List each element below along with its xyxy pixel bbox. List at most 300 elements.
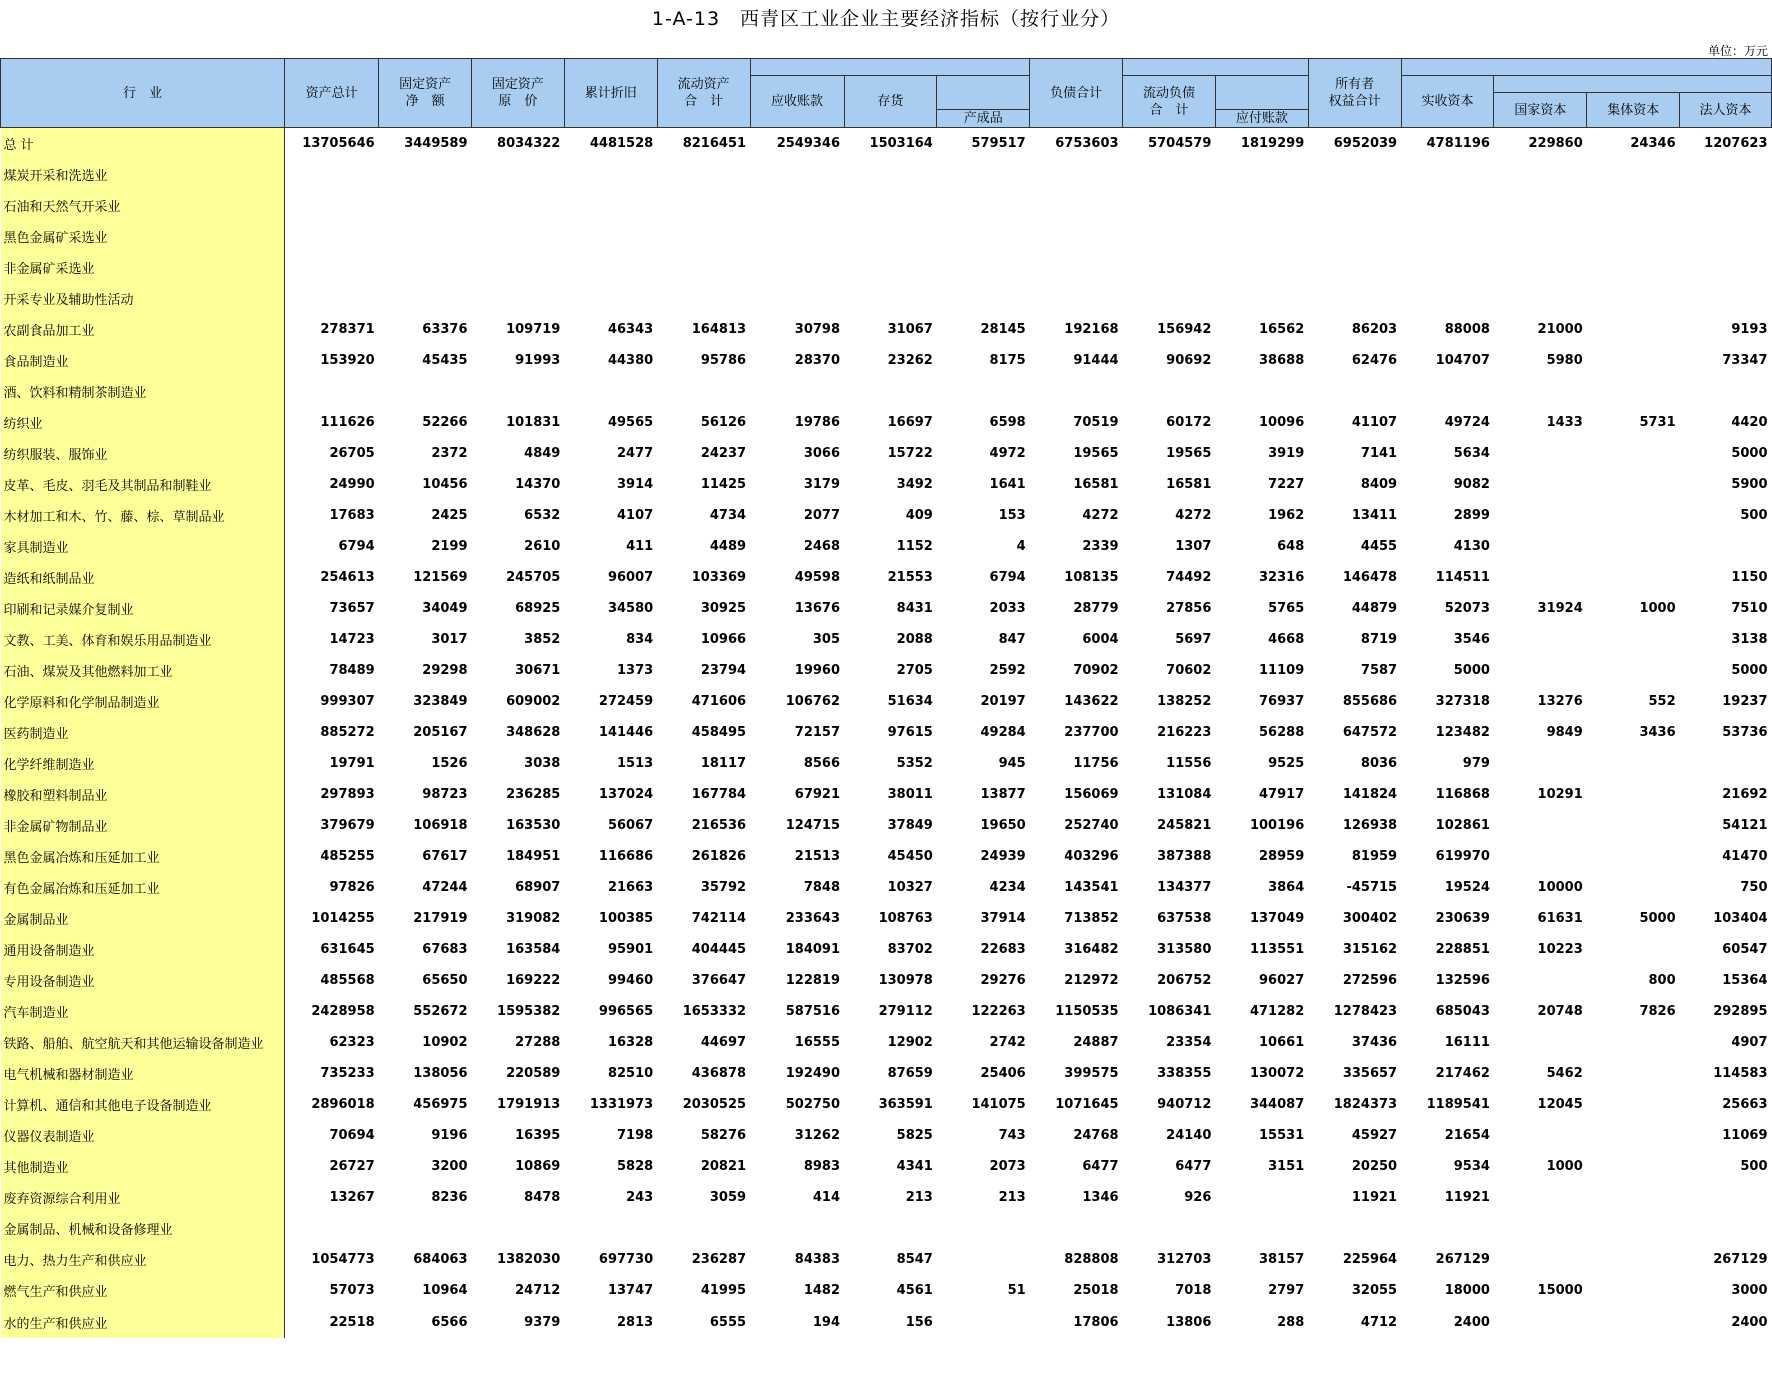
table-row (1, 965, 1772, 996)
value-cell: 108763 (878, 911, 933, 926)
value-cell: 19524 (1444, 880, 1490, 895)
value-cell (1494, 531, 1587, 562)
value-cell: 60547 (1722, 942, 1768, 957)
value-cell (472, 252, 565, 283)
value-cell: 45450 (887, 849, 933, 864)
value-cell: 11556 (1166, 756, 1212, 771)
value-cell (564, 159, 657, 190)
industry-name: 造纸和纸制品业 (1, 562, 285, 593)
industry-name: 水的生产和供应业 (1, 1306, 285, 1338)
value-cell (1587, 314, 1680, 345)
header-industry: 行 业 (1, 59, 285, 128)
value-cell: 1152 (896, 539, 933, 554)
value-cell: 15722 (887, 446, 933, 461)
table-row (1, 624, 1772, 655)
value-cell: 8478 (524, 1190, 561, 1205)
unit-label: 单位：万元 (1707, 44, 1768, 58)
value-cell: 458495 (691, 725, 747, 740)
value-cell: 2077 (803, 508, 841, 523)
value-cell: 4107 (617, 508, 654, 523)
table-row (1, 1151, 1772, 1182)
value-cell: 3066 (803, 446, 841, 461)
value-cell (1494, 1027, 1587, 1058)
header-blank-band (1401, 59, 1771, 76)
value-cell: 272596 (1342, 973, 1398, 988)
value-cell: 8175 (989, 353, 1026, 368)
value-cell: 485255 (320, 849, 375, 864)
value-cell (937, 283, 1030, 314)
value-cell: 141075 (971, 1097, 1026, 1112)
value-cell: 245821 (1157, 818, 1212, 833)
value-cell (1587, 655, 1680, 686)
value-cell: 131084 (1157, 787, 1212, 802)
table-row (1, 128, 1772, 160)
value-cell: 19786 (794, 415, 841, 430)
value-cell: 885272 (320, 725, 375, 740)
value-cell (472, 376, 565, 407)
value-cell: 21663 (607, 880, 654, 895)
value-cell: 403296 (1064, 849, 1119, 864)
value-cell: 5731 (1639, 415, 1676, 430)
value-cell: 344087 (1249, 1097, 1305, 1112)
table-row (1, 1027, 1772, 1058)
value-cell: 1791913 (497, 1097, 561, 1112)
value-cell: 312703 (1157, 1252, 1212, 1267)
value-cell: 14723 (329, 632, 375, 647)
value-cell: 25018 (1073, 1283, 1119, 1298)
value-cell (1494, 1306, 1587, 1338)
header-fixed-original: 固定资产 原 价 (472, 59, 565, 128)
value-cell: 3017 (431, 632, 468, 647)
value-cell: 46343 (607, 322, 654, 337)
value-cell: 619970 (1435, 849, 1490, 864)
industry-name: 化学纤维制造业 (1, 748, 285, 779)
value-cell: 37436 (1351, 1035, 1398, 1050)
industry-name: 电气机械和器材制造业 (1, 1058, 285, 1089)
value-cell: 101831 (506, 415, 561, 430)
value-cell: 1513 (617, 756, 654, 771)
industry-name: 石油、煤炭及其他燃料加工业 (1, 655, 285, 686)
value-cell (379, 283, 472, 314)
value-cell: 74492 (1166, 570, 1212, 585)
value-cell (1030, 283, 1123, 314)
value-cell: 471282 (1249, 1004, 1305, 1019)
industry-name: 专用设备制造业 (1, 965, 285, 996)
value-cell: 4455 (1360, 539, 1398, 554)
table-row (1, 190, 1772, 221)
industry-name: 酒、饮料和精制茶制造业 (1, 376, 285, 407)
value-cell: 106762 (785, 694, 841, 709)
industry-name: 开采专业及辅助性活动 (1, 283, 285, 314)
industry-name: 医药制造业 (1, 717, 285, 748)
value-cell: 52073 (1444, 601, 1490, 616)
value-cell (1494, 438, 1587, 469)
value-cell: 8236 (431, 1190, 468, 1205)
value-cell: 3864 (1268, 880, 1305, 895)
value-cell: 217462 (1435, 1066, 1490, 1081)
value-cell: 21513 (794, 849, 841, 864)
value-cell: 15364 (1722, 973, 1768, 988)
value-cell: 1482 (803, 1283, 841, 1298)
value-cell: 261826 (691, 849, 747, 864)
value-cell: 138056 (413, 1066, 468, 1081)
value-cell (1123, 252, 1216, 283)
value-cell: 216223 (1157, 725, 1212, 740)
value-cell: 10661 (1259, 1035, 1305, 1050)
value-cell: 1000 (1546, 1159, 1583, 1174)
value-cell (750, 190, 844, 221)
value-cell: 1071645 (1055, 1097, 1119, 1112)
table-row (1, 717, 1772, 748)
value-cell: 124715 (785, 818, 841, 833)
value-cell: 1641 (989, 477, 1026, 492)
value-cell (1308, 221, 1401, 252)
value-cell: 272459 (598, 694, 654, 709)
value-cell (1215, 252, 1308, 283)
value-cell (1030, 190, 1123, 221)
value-cell: 4130 (1453, 539, 1490, 554)
value-cell (564, 1213, 657, 1244)
value-cell: 12045 (1537, 1097, 1583, 1112)
value-cell: 53736 (1722, 725, 1768, 740)
value-cell: 62323 (329, 1035, 375, 1050)
value-cell (1494, 562, 1587, 593)
header-blank-band (1123, 59, 1309, 76)
value-cell: 83702 (887, 942, 933, 957)
value-cell: 8566 (803, 756, 841, 771)
value-cell: 95901 (607, 942, 654, 957)
value-cell: 800 (1648, 973, 1676, 988)
value-cell: 13676 (794, 601, 841, 616)
value-cell: 3852 (524, 632, 561, 647)
value-cell: 47244 (422, 880, 468, 895)
value-cell: 2372 (431, 446, 468, 461)
value-cell (1680, 190, 1772, 221)
value-cell: 228851 (1435, 942, 1490, 957)
value-cell: 25663 (1722, 1097, 1768, 1112)
value-cell: 24140 (1166, 1128, 1212, 1143)
value-cell (844, 221, 937, 252)
value-cell: 2477 (617, 446, 654, 461)
value-cell: 323849 (413, 694, 468, 709)
value-cell: 587516 (785, 1004, 841, 1019)
value-cell: 25406 (980, 1066, 1026, 1081)
value-cell: 213 (905, 1190, 933, 1205)
value-cell: 552 (1648, 694, 1676, 709)
header-legal-capital: 法人资本 (1680, 93, 1772, 128)
table-row (1, 903, 1772, 934)
value-cell: 97615 (887, 725, 933, 740)
value-cell: 58276 (700, 1128, 747, 1143)
value-cell: 67617 (422, 849, 468, 864)
value-cell: 6598 (989, 415, 1026, 430)
value-cell: 16111 (1444, 1035, 1490, 1050)
value-cell: 146478 (1342, 570, 1398, 585)
value-cell: 6952039 (1333, 136, 1398, 151)
value-cell: 103369 (691, 570, 747, 585)
value-cell: 16328 (607, 1035, 654, 1050)
value-cell (1494, 1120, 1587, 1151)
value-cell: 38688 (1259, 353, 1305, 368)
value-cell: 54121 (1722, 818, 1768, 833)
value-cell: 213 (998, 1190, 1026, 1205)
value-cell: 500 (1740, 508, 1768, 523)
value-cell: 212972 (1064, 973, 1119, 988)
value-cell: 16581 (1166, 477, 1212, 492)
value-cell: 65650 (422, 973, 468, 988)
value-cell: 926 (1184, 1190, 1212, 1205)
header-blank-cell (937, 76, 1030, 110)
value-cell: 11756 (1073, 756, 1119, 771)
value-cell: 109719 (506, 322, 561, 337)
value-cell: 6566 (431, 1314, 468, 1330)
value-cell: 73657 (329, 601, 375, 616)
value-cell: 99460 (607, 973, 654, 988)
value-cell (937, 190, 1030, 221)
value-cell (379, 1213, 472, 1244)
table-row (1, 1182, 1772, 1213)
value-cell: 2592 (989, 663, 1026, 678)
value-cell: 327318 (1435, 694, 1490, 709)
value-cell (1215, 376, 1308, 407)
value-cell: 288 (1277, 1314, 1305, 1330)
industry-name: 废弃资源综合利用业 (1, 1182, 285, 1213)
value-cell: 7198 (617, 1128, 654, 1143)
value-cell: 305 (812, 632, 841, 647)
value-cell: 192168 (1064, 322, 1119, 337)
value-cell: 62476 (1351, 353, 1398, 368)
value-cell: 485568 (320, 973, 375, 988)
value-cell (1401, 159, 1494, 190)
value-cell (657, 283, 750, 314)
value-cell: 1086341 (1148, 1004, 1212, 1019)
value-cell: 7018 (1175, 1283, 1212, 1298)
value-cell (379, 221, 472, 252)
value-cell: 104707 (1435, 353, 1490, 368)
value-cell: 156069 (1064, 787, 1119, 802)
value-cell (1494, 190, 1587, 221)
value-cell: 41995 (700, 1283, 747, 1298)
value-cell (1494, 221, 1587, 252)
value-cell (937, 252, 1030, 283)
table-row (1, 376, 1772, 407)
value-cell: 940712 (1157, 1097, 1212, 1112)
value-cell (750, 159, 844, 190)
value-cell: 4849 (524, 446, 561, 461)
value-cell: 169222 (506, 973, 561, 988)
value-cell (844, 190, 937, 221)
value-cell: 1307 (1175, 539, 1212, 554)
value-cell: 1595382 (497, 1004, 561, 1019)
value-cell: 3000 (1731, 1283, 1768, 1298)
value-cell: 2425 (431, 508, 468, 523)
value-cell: 10456 (422, 477, 468, 492)
header-blank-band (750, 59, 1030, 76)
value-cell: 267129 (1713, 1252, 1768, 1267)
value-cell: 216536 (691, 818, 747, 833)
value-cell: 113551 (1249, 942, 1305, 957)
value-cell (1680, 159, 1772, 190)
value-cell: 2088 (896, 632, 933, 647)
value-cell: 41107 (1351, 415, 1398, 430)
value-cell (1587, 190, 1680, 221)
value-cell: 3151 (1268, 1159, 1305, 1174)
value-cell: 38011 (887, 787, 933, 802)
header-owners-equity: 所有者 权益合计 (1308, 59, 1401, 128)
value-cell: 10291 (1537, 787, 1583, 802)
value-cell: 31262 (794, 1128, 841, 1143)
value-cell: 7510 (1731, 601, 1768, 616)
value-cell: 11069 (1722, 1128, 1768, 1143)
value-cell (1215, 190, 1308, 221)
value-cell: 23354 (1166, 1035, 1212, 1050)
value-cell (844, 1213, 937, 1244)
value-cell: 697730 (598, 1252, 654, 1267)
value-cell: 1278423 (1333, 1004, 1398, 1019)
header-blank-cell (1215, 76, 1308, 110)
value-cell: 3449589 (404, 136, 468, 151)
value-cell: 114511 (1435, 570, 1490, 585)
value-cell (1587, 748, 1680, 779)
value-cell: 471606 (691, 694, 747, 709)
value-cell: 3038 (524, 756, 561, 771)
value-cell: 91444 (1073, 353, 1119, 368)
value-cell: 4341 (896, 1159, 933, 1174)
value-cell: 4668 (1268, 632, 1305, 647)
value-cell (1494, 1213, 1587, 1244)
value-cell: 26727 (329, 1159, 375, 1174)
value-cell (1215, 221, 1308, 252)
value-cell: 2033 (989, 601, 1026, 616)
value-cell: 21553 (887, 570, 933, 585)
value-cell: 27856 (1166, 601, 1212, 616)
value-cell: 122819 (785, 973, 841, 988)
value-cell (564, 221, 657, 252)
value-cell: 3436 (1639, 725, 1676, 740)
value-cell: 3059 (709, 1190, 747, 1205)
value-cell: 647572 (1342, 725, 1398, 740)
value-cell: 30925 (700, 601, 747, 616)
industry-name: 燃气生产和供应业 (1, 1275, 285, 1306)
industry-name: 纺织业 (1, 407, 285, 438)
value-cell: 8409 (1360, 477, 1398, 492)
value-cell (1030, 252, 1123, 283)
value-cell (564, 190, 657, 221)
value-cell: 9534 (1453, 1159, 1490, 1174)
industry-name: 电力、热力生产和供应业 (1, 1244, 285, 1275)
value-cell: 742114 (691, 911, 747, 926)
value-cell: 56126 (700, 415, 747, 430)
value-cell: 379679 (320, 818, 375, 833)
value-cell (379, 159, 472, 190)
value-cell: 335657 (1342, 1066, 1398, 1081)
value-cell: 6477 (1082, 1159, 1119, 1174)
value-cell: 31924 (1537, 601, 1583, 616)
value-cell (1215, 283, 1308, 314)
value-cell (1215, 159, 1308, 190)
value-cell: 5900 (1731, 477, 1768, 492)
value-cell (750, 376, 844, 407)
value-cell: 103404 (1713, 911, 1768, 926)
value-cell: 18000 (1444, 1283, 1490, 1298)
value-cell: 87659 (887, 1066, 933, 1081)
value-cell: 35792 (700, 880, 747, 895)
value-cell: 5462 (1546, 1066, 1583, 1081)
value-cell: 24939 (980, 849, 1026, 864)
value-cell: 7848 (803, 880, 841, 895)
value-cell: 16562 (1259, 322, 1305, 337)
table-row (1, 655, 1772, 686)
value-cell (1494, 159, 1587, 190)
value-cell: 1189541 (1426, 1097, 1490, 1112)
value-cell (657, 376, 750, 407)
value-cell (1587, 283, 1680, 314)
value-cell (285, 190, 379, 221)
industry-name: 化学原料和化学制品制造业 (1, 686, 285, 717)
value-cell: 278371 (320, 322, 375, 337)
value-cell: 21654 (1444, 1128, 1490, 1143)
value-cell: 9379 (524, 1314, 561, 1330)
value-cell: 9193 (1731, 322, 1768, 337)
value-cell: 2549346 (776, 136, 841, 151)
value-cell: 8431 (896, 601, 933, 616)
value-cell: 10096 (1259, 415, 1305, 430)
value-cell: 7141 (1360, 446, 1398, 461)
value-cell (472, 159, 565, 190)
value-cell: 6477 (1175, 1159, 1212, 1174)
value-cell: 28145 (980, 322, 1026, 337)
value-cell: 685043 (1435, 1004, 1490, 1019)
value-cell: 6004 (1082, 632, 1119, 647)
value-cell: 6753603 (1055, 136, 1119, 151)
value-cell: 38157 (1259, 1252, 1305, 1267)
value-cell: 143541 (1064, 880, 1119, 895)
value-cell (1587, 1275, 1680, 1306)
value-cell: 411 (626, 539, 654, 554)
value-cell: 134377 (1157, 880, 1212, 895)
value-cell (657, 252, 750, 283)
value-cell: 6555 (709, 1314, 747, 1330)
value-cell: 5000 (1731, 663, 1768, 678)
value-cell: 11425 (700, 477, 747, 492)
value-cell: 76937 (1259, 694, 1305, 709)
value-cell: 847 (998, 632, 1026, 647)
value-cell: 27288 (515, 1035, 561, 1050)
value-cell: 49565 (607, 415, 654, 430)
value-cell: 5980 (1546, 353, 1583, 368)
value-cell: 3138 (1731, 632, 1768, 647)
table-row (1, 562, 1772, 593)
value-cell: 10964 (422, 1283, 468, 1298)
value-cell: 500 (1740, 1159, 1768, 1174)
value-cell: 137024 (598, 787, 654, 802)
value-cell: 132596 (1435, 973, 1490, 988)
value-cell: 56288 (1259, 725, 1305, 740)
value-cell (1587, 1089, 1680, 1120)
indicator-table (0, 58, 1772, 1338)
value-cell: 4734 (709, 508, 747, 523)
table-row (1, 438, 1772, 469)
value-cell: 7587 (1360, 663, 1398, 678)
industry-name: 非金属矿采选业 (1, 252, 285, 283)
value-cell: 84383 (794, 1252, 841, 1267)
value-cell: 1824373 (1333, 1097, 1398, 1112)
value-cell (1587, 1058, 1680, 1089)
value-cell: 24712 (515, 1283, 561, 1298)
value-cell (285, 283, 379, 314)
table-row (1, 531, 1772, 562)
value-cell: 743 (998, 1128, 1026, 1143)
